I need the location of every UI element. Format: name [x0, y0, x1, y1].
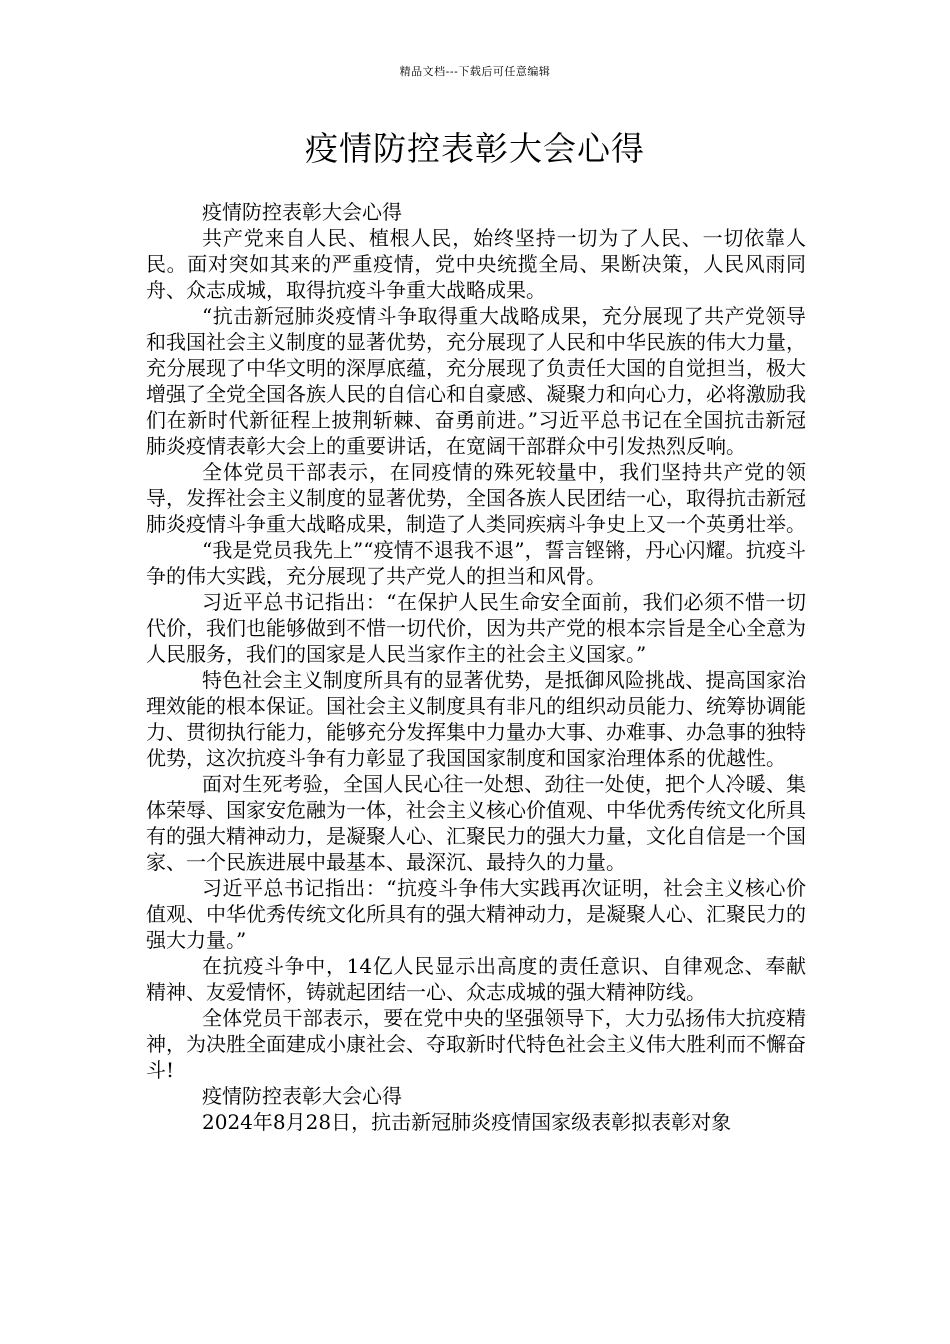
- paragraph: 全体党员干部表示，要在党中央的坚强领导下，大力弘扬伟大抗疫精神，为决胜全面建成小康社会、夺取新时代特色社会主义伟大胜利而不懈奋斗!: [146, 1006, 806, 1082]
- paragraph: 习近平总书记指出：“在保护人民生命安全面前，我们必须不惜一切代价，我们也能够做到不惜一切代价，因为共产党的根本宗旨是全心全意为人民服务，我们的国家是人民当家作主的社会主义国家。”: [146, 590, 806, 666]
- paragraph: 全体党员干部表示，在同疫情的殊死较量中，我们坚持共产党的领导，发挥社会主义制度的显著优势，全国各族人民团结一心，取得抗击新冠肺炎疫情斗争重大战略成果，制造了人类同疾病斗争史上又一个英勇壮举。: [146, 460, 806, 536]
- paragraph: 疫情防控表彰大会心得: [202, 200, 402, 224]
- paragraph: 共产党来自人民、植根人民，始终坚持一切为了人民、一切依靠人民。面对突如其来的严重疫情，党中央统揽全局、果断决策，人民风雨同舟、众志成城，取得抗疫斗争重大战略成果。: [146, 226, 806, 302]
- document-body: [146, 199, 806, 1135]
- document-title: 疫情防控表彰大会心得: [305, 129, 645, 168]
- paragraph: 特色社会主义制度所具有的显著优势，是抵御风险挑战、提高国家治理效能的根本保证。国社会主义制度具有非凡的组织动员能力、统筹协调能力、贯彻执行能力，能够充分发挥集中力量办大事、办难事、办急事的独特优势，这次抗疫斗争有力彰显了我国国家制度和国家治理体系的优越性。: [146, 668, 806, 770]
- paragraph: 疫情防控表彰大会心得: [202, 1084, 402, 1108]
- paragraph: 面对生死考验，全国人民心往一处想、劲往一处使，把个人冷暖、集体荣辱、国家安危融为一体，社会主义核心价值观、中华优秀传统文化所具有的强大精神动力，是凝聚人心、汇聚民力的强大力量，文化自信是一个国家、一个民族进展中最基本、最深沉、最持久的力量。: [146, 772, 806, 874]
- paragraph: “抗击新冠肺炎疫情斗争取得重大战略成果，充分展现了共产党领导和我国社会主义制度的显著优势，充分展现了人民和中华民族的伟大力量，充分展现了中华文明的深厚底蕴，充分展现了负责任大国的自觉担当，极大增强了全党全国各族人民的自信心和自豪感、凝聚力和向心力，必将激励我们在新时代新征程上披荆斩棘、奋勇前进。”习近平总书记在全国抗击新冠肺炎疫情表彰大会上的重要讲话，在宽阔干部群众中引发热烈反响。: [146, 304, 806, 458]
- paragraph: “我是党员我先上”“疫情不退我不退”，誓言铿锵，丹心闪耀。抗疫斗争的伟大实践，充分展现了共产党人的担当和风骨。: [146, 538, 806, 588]
- paragraph: 在抗疫斗争中，14亿人民显示出高度的责任意识、自律观念、奉献精神、友爱情怀，铸就起团结一心、众志成城的强大精神防线。: [146, 954, 806, 1004]
- header-note: 精品文档---下载后可任意编辑: [399, 65, 551, 78]
- paragraph: 2024年8月28日，抗击新冠肺炎疫情国家级表彰拟表彰对象: [202, 1110, 732, 1134]
- paragraph: 习近平总书记指出：“抗疫斗争伟大实践再次证明，社会主义核心价值观、中华优秀传统文化所具有的强大精神动力，是凝聚人心、汇聚民力的强大力量。”: [146, 876, 806, 952]
